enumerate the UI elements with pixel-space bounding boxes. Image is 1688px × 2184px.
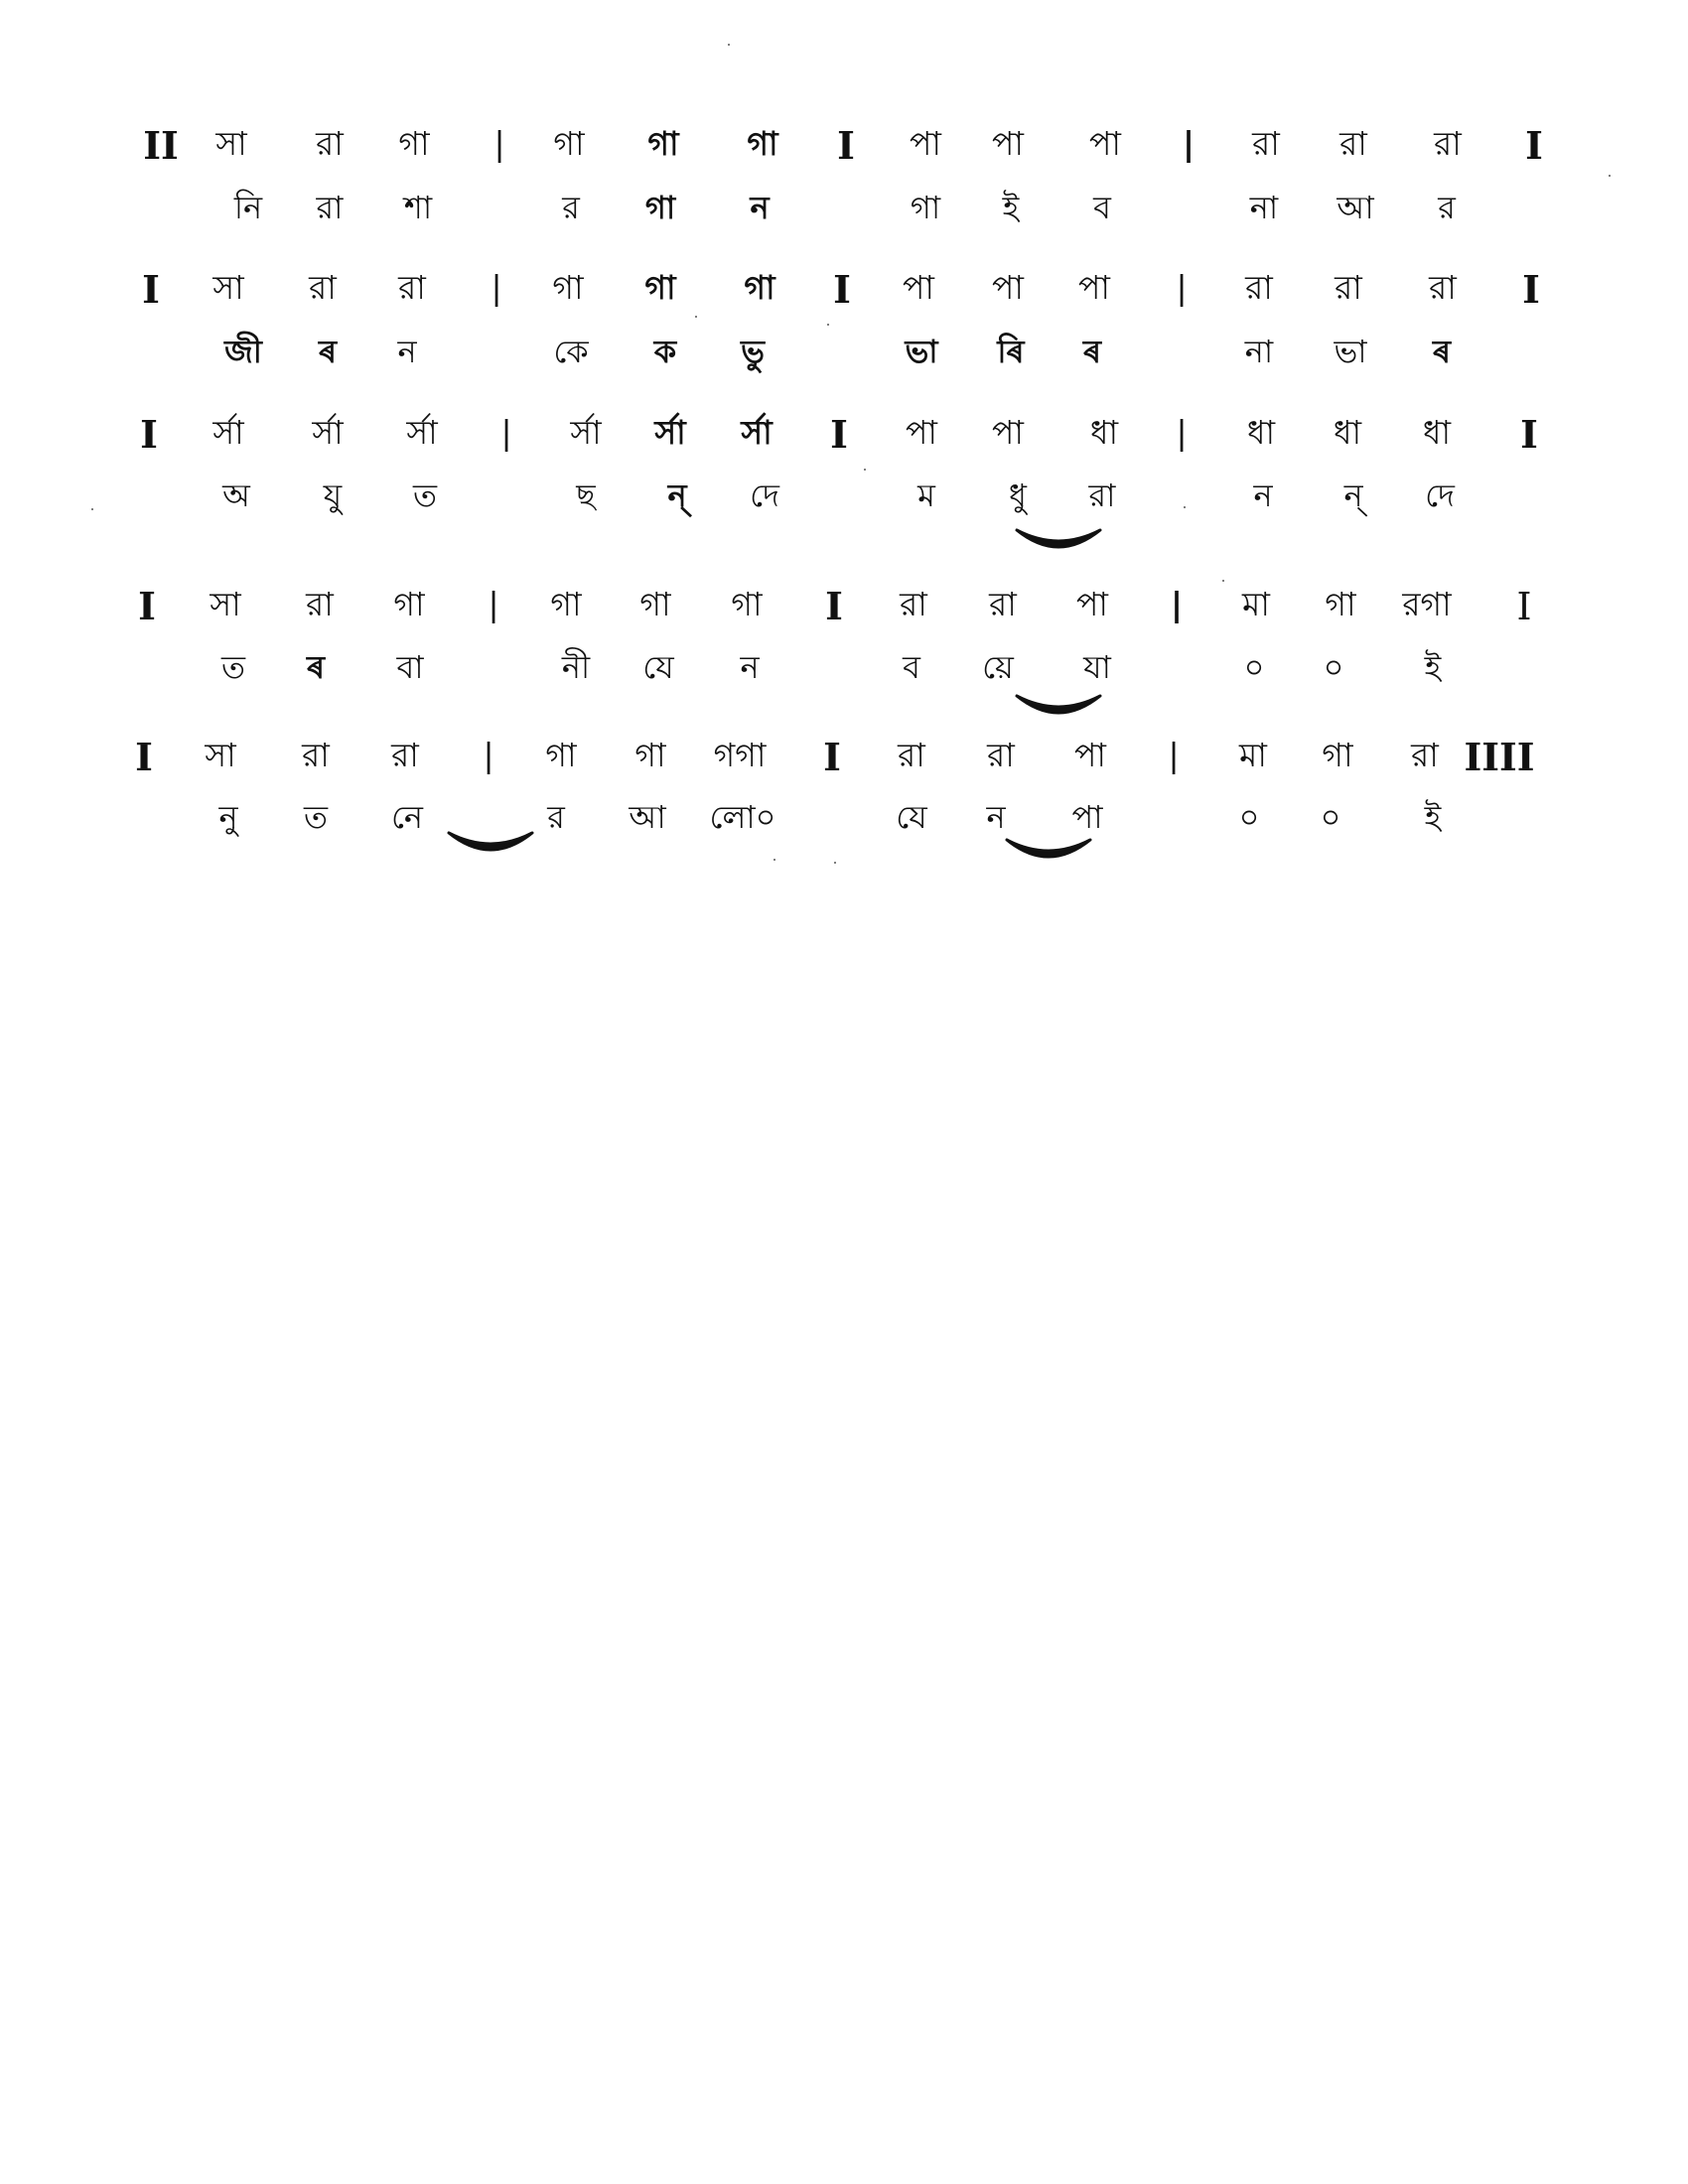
beat-divider: | — [491, 268, 502, 307]
lyric-syllable: জী — [224, 333, 262, 370]
lyric-syllable: ন — [397, 333, 417, 370]
lyric-syllable: নু — [218, 798, 238, 836]
lyric-syllable: আ — [629, 798, 666, 836]
note: গা — [552, 268, 584, 307]
note: রা — [306, 585, 334, 623]
note: রা — [1429, 268, 1457, 307]
lyric-row — [0, 189, 1688, 226]
lyric-syllable: ন্ — [1343, 477, 1363, 514]
scan-speck — [864, 469, 866, 471]
lyric-syllable: ৰ — [306, 648, 326, 686]
note: গা — [647, 124, 679, 163]
lyric-syllable: অ — [222, 477, 250, 514]
note: পা — [903, 268, 934, 307]
note: ধা — [1089, 413, 1119, 452]
lyric-syllable: ন — [740, 648, 760, 686]
lyric-syllable: নী — [561, 648, 591, 686]
note: রা — [1335, 268, 1362, 307]
note: রা — [987, 736, 1015, 774]
note: র্সা — [312, 413, 344, 452]
bar-end: IIII — [1464, 735, 1535, 779]
slur-mark — [1013, 690, 1104, 726]
scan-speck — [695, 316, 697, 318]
bar-start: I — [138, 584, 156, 628]
scan-speck — [774, 859, 775, 861]
lyric-syllable: ন — [750, 189, 770, 226]
scan-speck — [827, 324, 829, 326]
scan-speck — [91, 508, 93, 510]
note: ধা — [1246, 413, 1276, 452]
notation-row — [0, 412, 1688, 457]
note: র্সা — [654, 413, 686, 452]
lyric-syllable: ০ — [1323, 648, 1344, 686]
lyric-syllable: ০ — [1320, 798, 1341, 836]
lyric-row — [0, 648, 1688, 686]
note: পা — [906, 413, 937, 452]
lyric-syllable: যু — [323, 477, 343, 514]
beat-divider: | — [1170, 585, 1184, 623]
slur-mark — [1013, 524, 1104, 560]
note: মা — [1242, 585, 1270, 623]
note: গা — [550, 585, 582, 623]
note: রা — [898, 736, 925, 774]
note: গা — [553, 124, 585, 163]
note: গা — [731, 585, 763, 623]
note: সা — [205, 736, 236, 774]
note: রা — [398, 268, 426, 307]
note: গা — [639, 585, 671, 623]
bar-start: I — [135, 735, 153, 779]
note: পা — [1078, 268, 1110, 307]
slur-mark — [445, 827, 536, 863]
lyric-syllable: যে — [896, 798, 927, 836]
lyric-syllable: দে — [1425, 477, 1455, 514]
lyric-syllable: ৰ — [1082, 333, 1102, 370]
scan-speck — [728, 44, 730, 46]
bar-line: I — [825, 584, 843, 628]
note: রা — [1411, 736, 1439, 774]
note: ধা — [1333, 413, 1362, 452]
note: সা — [210, 585, 241, 623]
lyric-syllable: ৰ — [318, 333, 338, 370]
lyric-syllable: রা — [1088, 477, 1116, 514]
beat-divider: | — [500, 413, 512, 452]
bar-line: I — [837, 123, 855, 168]
note: গা — [398, 124, 430, 163]
lyric-syllable: ব — [903, 648, 920, 686]
note: রা — [900, 585, 927, 623]
scan-speck — [1184, 506, 1186, 508]
lyric-syllable: ০ — [1243, 648, 1265, 686]
notation-row — [0, 123, 1688, 168]
lyric-syllable: আ — [1336, 189, 1374, 226]
lyric-syllable: না — [1244, 333, 1274, 370]
lyric-row — [0, 798, 1688, 836]
note: রা — [1339, 124, 1367, 163]
lyric-syllable: রা — [316, 189, 344, 226]
note: গা — [393, 585, 425, 623]
note: গা — [1325, 585, 1356, 623]
note: রা — [302, 736, 330, 774]
note: পা — [992, 124, 1024, 163]
lyric-syllable: ধু — [1009, 477, 1027, 514]
lyric-syllable: ন — [986, 798, 1006, 836]
note: গা — [634, 736, 666, 774]
lyric-syllable: ত — [412, 477, 438, 514]
bar-end: I — [1516, 585, 1532, 628]
lyric-syllable: ভা — [1334, 333, 1367, 370]
lyric-syllable: র — [547, 798, 565, 836]
notation-row — [0, 267, 1688, 312]
beat-divider: | — [493, 124, 505, 163]
scan-speck — [1222, 580, 1224, 582]
lyric-syllable: ই — [1002, 189, 1020, 226]
note: সা — [212, 268, 244, 307]
bar-end: I — [1522, 267, 1540, 312]
note: র্সা — [570, 413, 602, 452]
lyric-syllable: কে — [553, 333, 589, 370]
beat-divider: | — [483, 736, 494, 774]
note: পা — [992, 268, 1024, 307]
notation-row — [0, 584, 1688, 628]
note: র্সা — [741, 413, 773, 452]
lyric-syllable: ই — [1424, 798, 1442, 836]
lyric-syllable: শা — [403, 189, 433, 226]
bar-end: I — [1525, 123, 1543, 168]
lyric-syllable: ৰি — [997, 333, 1025, 370]
lyric-syllable: গা — [910, 189, 941, 226]
note: রা — [1434, 124, 1462, 163]
note: গা — [747, 124, 778, 163]
note: র্সা — [406, 413, 438, 452]
note: পা — [1089, 124, 1121, 163]
note: রগা — [1402, 585, 1452, 623]
lyric-syllable: পা — [1071, 798, 1103, 836]
lyric-syllable: ই — [1424, 648, 1442, 686]
beat-divider: | — [1176, 268, 1188, 307]
note: রা — [1245, 268, 1273, 307]
note: পা — [1076, 585, 1108, 623]
lyric-syllable: গা — [644, 189, 676, 226]
note: র্সা — [212, 413, 244, 452]
notation-row — [0, 735, 1688, 779]
bar-line: I — [830, 412, 848, 457]
lyric-syllable: যে — [642, 648, 674, 686]
scan-speck — [1609, 175, 1611, 177]
note: রা — [989, 585, 1017, 623]
lyric-syllable: র — [562, 189, 580, 226]
lyric-syllable: য়ে — [982, 648, 1014, 686]
lyric-row — [0, 477, 1688, 514]
lyric-syllable: না — [1249, 189, 1279, 226]
note: পা — [1074, 736, 1106, 774]
note: গগা — [713, 736, 767, 774]
note: রা — [1252, 124, 1280, 163]
beat-divider: | — [1176, 413, 1188, 452]
note: পা — [910, 124, 941, 163]
beat-divider: | — [1182, 124, 1196, 163]
lyric-syllable: ত — [220, 648, 246, 686]
lyric-syllable: ভু — [741, 333, 765, 370]
bar-start: I — [140, 412, 158, 457]
lyric-syllable: যা — [1083, 648, 1111, 686]
lyric-syllable: ন — [1253, 477, 1273, 514]
lyric-syllable: নে — [390, 798, 424, 836]
lyric-syllable: ০ — [1238, 798, 1260, 836]
note: মা — [1239, 736, 1267, 774]
note: গা — [545, 736, 577, 774]
lyric-syllable: ব — [1093, 189, 1111, 226]
scan-speck — [834, 862, 836, 864]
lyric-syllable: ত — [303, 798, 329, 836]
lyric-syllable: ম — [917, 477, 935, 514]
note: ধা — [1422, 413, 1452, 452]
slur-mark — [1003, 834, 1094, 870]
lyric-syllable: দে — [750, 477, 779, 514]
note: গা — [744, 268, 775, 307]
note: গা — [1322, 736, 1353, 774]
note: পা — [992, 413, 1024, 452]
lyric-syllable: ভা — [905, 333, 938, 370]
bar-line: I — [823, 735, 841, 779]
bar-start: II — [143, 123, 179, 168]
lyric-syllable: ন্ — [667, 477, 687, 514]
bar-start: I — [142, 267, 160, 312]
lyric-syllable: বা — [396, 648, 424, 686]
lyric-row — [0, 333, 1688, 370]
lyric-syllable: লো০ — [709, 798, 776, 836]
note: রা — [391, 736, 419, 774]
beat-divider: | — [488, 585, 499, 623]
note: রা — [309, 268, 337, 307]
bar-end: I — [1520, 412, 1538, 457]
bar-line: I — [833, 267, 851, 312]
note: সা — [215, 124, 247, 163]
lyric-syllable: নি — [233, 189, 263, 226]
lyric-syllable: ছ — [576, 477, 596, 514]
lyric-syllable: ক — [653, 333, 677, 370]
beat-divider: | — [1168, 736, 1180, 774]
lyric-syllable: র — [1438, 189, 1456, 226]
note: গা — [644, 268, 676, 307]
lyric-syllable: ৰ — [1432, 333, 1452, 370]
note: রা — [316, 124, 344, 163]
